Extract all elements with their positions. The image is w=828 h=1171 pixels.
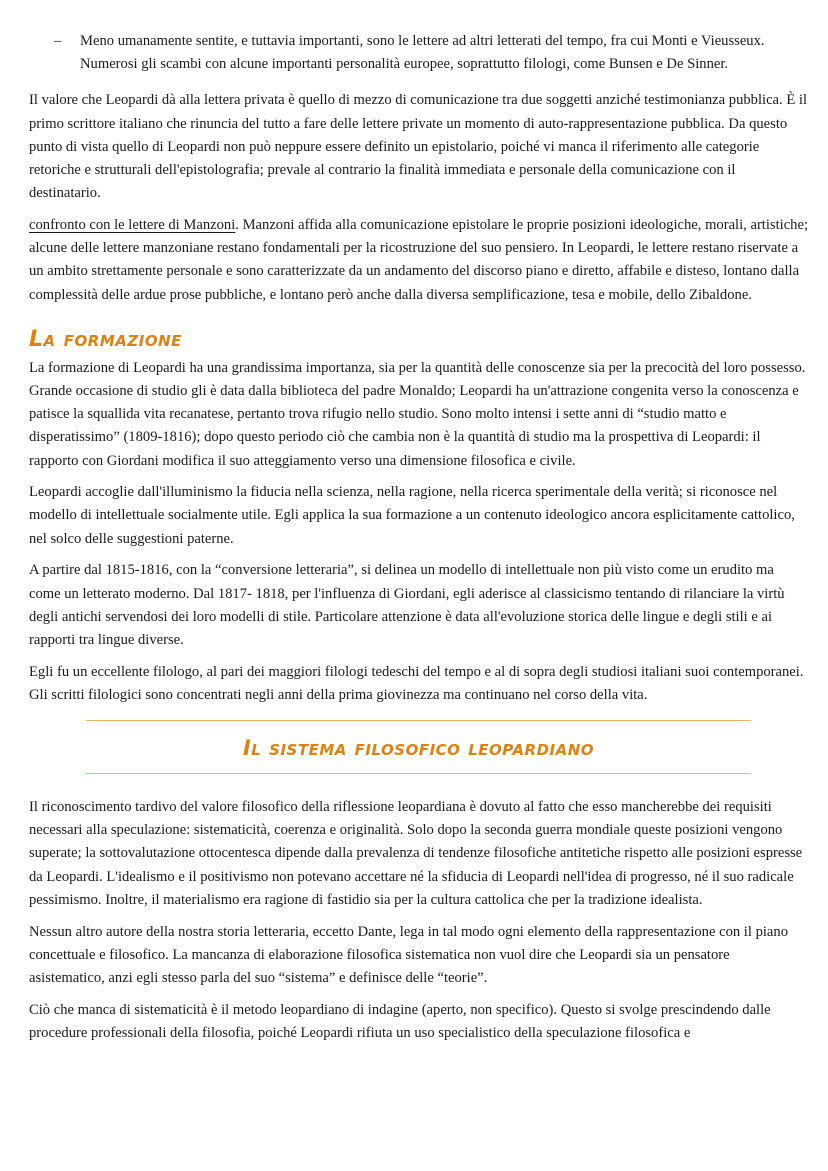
- sistema-paragraph-1: Il riconoscimento tardivo del valore filosofico della riflessione leopardiana è dovuto al fatto che esso mancherebbe dei requisiti necessari alla speculazione: sistematicità, coerenza e originalità. Solo dopo la seconda guerra mondiale queste posizioni vengono superate; la sottovalutazione ottocentesca dipende dalla prevalenza di tendenze filosofiche antitetiche rispetto alle posizioni espresse da Leopardi. L'idealismo e il positivismo non potevano accettare né la sfiducia di Leopardi nell'idea di progresso, né il suo radicale pessimismo. Inoltre, il materialismo era ragione di fastidio sia per la cultura cattolica che per la tradizione idealista.: [29, 799, 803, 908]
- divider-bottom: [86, 773, 751, 774]
- heading-sistema: Il sistema filosofico leopardiano: [242, 736, 595, 761]
- bullet-text: Meno umanamente sentite, e tuttavia importanti, sono le lettere ad altri letterati del tempo, fra cui Monti e Vieusseux. Numerosi gli scambi con alcune importanti personalità europee, soprattutto filologi, come Bunsen e De Sinner.: [80, 33, 765, 73]
- formazione-paragraph-2: Leopardi accoglie dall'illuminismo la fiducia nella scienza, nella ragione, nella ricerca sperimentale della verità; si riconosce nel modello di intellettuale socialmente utile. Egli applica la sua formazione a un contenuto ideologico ancora esplicitamente cattolico, nel solco delle suggestioni paterne.: [29, 484, 795, 547]
- manzoni-link[interactable]: confronto con le lettere di Manzoni: [29, 216, 236, 233]
- sistema-paragraph-3: Ciò che manca di sistematicità è il metodo leopardiano di indagine (aperto, non specifico). Questo si svolge prescindendo dalle procedure professionali della filosofia, poiché Leopardi rifiuta un uso specialistico della speculazione filosofica e: [29, 1001, 771, 1041]
- formazione-paragraph-1: La formazione di Leopardi ha una grandissima importanza, sia per la quantità delle conoscenze sia per la precocità del loro possesso. Grande occasione di studio gli è data dalla biblioteca del padre Monaldo; Leopardi ha un'attrazione congenita verso la conoscenza e patisce la squallida vita recanatese, pertanto trova rifugio nello studio. Sono molto intensi i sette anni di “studio matto e disperatissimo” (1809-1816); dopo questo periodo ciò che cambia non è la quantità di studio ma la prospettiva di Leopardi: il rapporto con Giordani modifica il suo atteggiamento verso una dimensione filosofica e civile.: [29, 359, 806, 469]
- manzoni-text: . Manzoni affida alla comunicazione epistolare le proprie posizioni ideologiche, morali, artistiche; alcune delle lettere manzoniane restano fondamentali per la ricostruzione del suo pensiero. In Leopardi, le lettere restano riservate a un ambito strettamente personale e sono caratterizzate da un andamento del discorso piano e diretto, affabile e disteso, lontano dalla complessità delle ardue prose pubbliche, e lontano però anche dalla diversa semplificazione, tesa e mobile, dello Zibaldone.: [29, 216, 809, 303]
- formazione-paragraph-3: A partire dal 1815-1816, con la “conversione letteraria”, si delinea un modello di intellettuale non più visto come un erudito ma come un letterato moderno. Dal 1817- 1818, per l'influenza di Giordani, egli aderisce al classicismo tentando di rilanciare la virtù degli antichi servendosi dei loro modelli di stile. Particolare attenzione è data all'evoluzione storica delle lingue e degli stili e ai rapporti tra lingue diverse.: [29, 562, 785, 648]
- paragraph-valore: Il valore che Leopardi dà alla lettera privata è quello di mezzo di comunicazione tra due soggetti anziché testimonianza pubblica. È il primo scrittore italiano che rinuncia del tutto a fare delle lettere private un momento di auto-rappresentazione pubblica. Da questo punto di vista quello di Leopardi non può neppure essere definito un epistolario, poiché vi manca il riferimento alle categorie retoriche e strutturali dell'epistolografia; prevale al contrario la finalità immediata e personale della comunicazione con il destinatario.: [29, 92, 808, 202]
- formazione-paragraph-4: Egli fu un eccellente filologo, al pari dei maggiori filologi tedeschi del tempo e al di sopra degli studiosi italiani suoi contemporanei. Gli scritti filologici sono concentrati negli anni della prima giovinezza ma continuano nel corso della vita.: [29, 663, 804, 703]
- divider-top: [86, 720, 751, 721]
- heading-formazione: La formazione: [29, 326, 182, 352]
- paragraph-manzoni: [29, 214, 808, 307]
- sistema-paragraph-2: Nessun altro autore della nostra storia letteraria, eccetto Dante, lega in tal modo ogni elemento della rappresentazione con il piano concettuale e filosofico. La mancanza di elaborazione filosofica sistematica non vuol dire che Leopardi sia un pensatore asistematico, anzi egli stesso parla del suo “sistema” e definisce delle “teorie”.: [29, 923, 788, 986]
- bullet-item: [29, 30, 808, 76]
- bullet-dash: –: [54, 33, 62, 49]
